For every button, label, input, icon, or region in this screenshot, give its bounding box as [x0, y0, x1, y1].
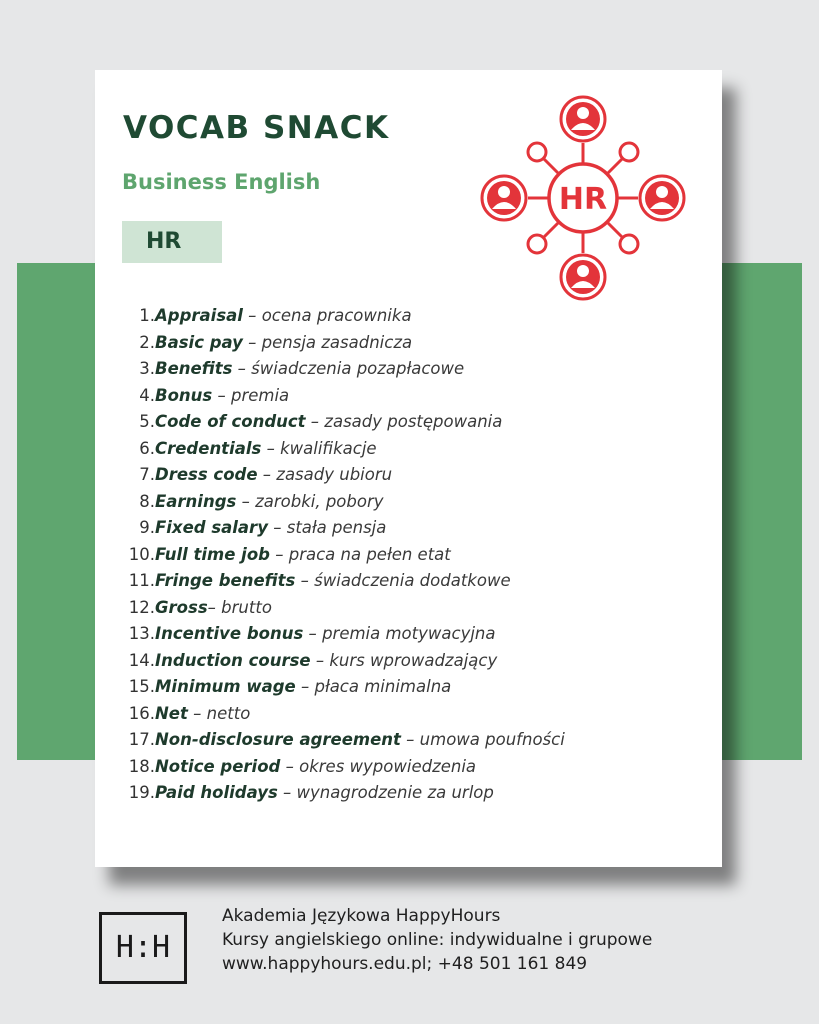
vocab-item: [125, 409, 705, 436]
vocab-number: 5.: [139, 412, 155, 431]
vocab-number: 3.: [139, 359, 155, 378]
vocab-separator: –: [295, 677, 315, 696]
vocab-term: Earnings: [155, 491, 237, 511]
vocab-term: Gross: [155, 597, 208, 617]
vocab-number: 2.: [139, 332, 155, 352]
vocab-item: [125, 515, 705, 542]
vocab-term: Bonus: [155, 385, 213, 405]
vocab-separator: –: [212, 385, 231, 405]
vocab-separator: –: [280, 756, 300, 776]
footer-website-phone[interactable]: www.happyhours.edu.pl; +48 501 161 849: [222, 954, 588, 974]
vocab-number: 15.: [128, 677, 155, 696]
vocab-item: [125, 648, 705, 675]
vocab-number: 4.: [139, 385, 155, 405]
vocab-term: Induction course: [155, 650, 311, 670]
vocab-term: Credentials: [155, 438, 262, 458]
vocab-number: 18.: [128, 756, 155, 776]
vocab-separator: –: [267, 518, 287, 537]
vocab-separator: –: [232, 359, 252, 378]
vocab-separator: –: [242, 306, 262, 325]
vocab-meaning: zasady ubioru: [276, 465, 393, 484]
vocab-meaning: premia motywacyjna: [322, 624, 496, 643]
vocab-number: 16.: [128, 703, 155, 723]
vocab-meaning: świadczenia pozapłacowe: [251, 359, 465, 378]
vocab-separator: –: [242, 332, 262, 352]
vocab-meaning: wynagrodzenie za urlop: [296, 783, 494, 802]
vocab-number: 14.: [128, 650, 155, 670]
vocab-separator: –: [303, 624, 323, 643]
happyhours-logo-icon: [99, 912, 187, 984]
vocab-meaning: świadczenia dodatkowe: [314, 571, 511, 590]
footer-contact: [222, 904, 652, 976]
vocab-term: Appraisal: [155, 306, 243, 325]
vocab-item: [125, 780, 705, 807]
logo-mark: H:H: [115, 930, 171, 965]
vocab-meaning: stała pensja: [286, 518, 387, 537]
vocab-meaning: zarobki, pobory: [255, 491, 384, 511]
vocab-list: [125, 303, 705, 807]
vocab-meaning: umowa poufności: [419, 730, 565, 749]
vocab-number: 9.: [139, 518, 155, 537]
vocab-number: 7.: [139, 465, 155, 484]
vocab-number: 1.: [139, 306, 155, 325]
vocab-item: [125, 330, 705, 357]
vocab-meaning: premia: [230, 385, 290, 405]
vocab-meaning: netto: [206, 703, 251, 723]
vocab-number: 11.: [128, 571, 155, 590]
vocab-item: [125, 489, 705, 516]
vocab-separator: –: [269, 544, 289, 564]
hr-icon-label: HR: [558, 182, 608, 217]
vocab-term: Paid holidays: [155, 783, 278, 802]
vocab-item: [125, 701, 705, 728]
vocab-separator: –: [207, 597, 222, 617]
vocab-item: [125, 754, 705, 781]
vocab-number: 12.: [128, 597, 155, 617]
vocab-meaning: płaca minimalna: [314, 677, 452, 696]
vocab-number: 13.: [128, 624, 155, 643]
vocab-meaning: kurs wprowadzający: [329, 650, 498, 670]
vocab-item: [125, 674, 705, 701]
vocab-term: Notice period: [155, 756, 281, 776]
vocab-item: [125, 568, 705, 595]
vocab-term: Dress code: [155, 465, 258, 484]
vocab-number: 10.: [128, 544, 155, 564]
vocab-meaning: kwalifikacje: [280, 438, 377, 458]
vocab-item: [125, 462, 705, 489]
vocab-meaning: okres wypowiedzenia: [299, 756, 477, 776]
vocab-term: Full time job: [155, 544, 270, 564]
vocab-item: [125, 621, 705, 648]
vocab-number: 17.: [128, 730, 155, 749]
hr-network-icon: [480, 95, 686, 301]
vocab-term: Minimum wage: [155, 677, 296, 696]
vocab-term: Benefits: [155, 359, 233, 378]
vocab-separator: –: [310, 650, 330, 670]
vocab-term: Code of conduct: [155, 412, 306, 431]
vocab-meaning: praca na pełen etat: [288, 544, 451, 564]
footer-courses: Kursy angielskiego online: indywidualne i grupowe: [222, 930, 653, 950]
vocab-item: [125, 542, 705, 569]
vocab-number: 8.: [139, 491, 155, 511]
vocab-item: [125, 436, 705, 463]
vocab-item: [125, 303, 705, 330]
vocab-term: Non-disclosure agreement: [155, 730, 401, 749]
vocab-item: [125, 383, 705, 410]
page-title: VOCAB SNACK: [123, 110, 390, 146]
vocab-item: [125, 595, 705, 622]
vocab-term: Incentive bonus: [155, 624, 304, 643]
vocab-separator: –: [295, 571, 315, 590]
vocab-separator: –: [261, 438, 281, 458]
footer-school-name: Akademia Językowa HappyHours: [222, 906, 501, 926]
vocab-separator: –: [257, 465, 277, 484]
page-subtitle: Business English: [122, 170, 321, 194]
vocab-number: 6.: [139, 438, 155, 458]
vocab-term: Fixed salary: [155, 518, 268, 537]
vocab-meaning: brutto: [221, 597, 272, 617]
vocab-term: Fringe benefits: [155, 571, 296, 590]
vocab-number: 19.: [128, 783, 155, 802]
vocab-card: [95, 70, 722, 867]
vocab-term: Net: [155, 703, 188, 723]
vocab-item: [125, 727, 705, 754]
vocab-separator: –: [400, 730, 420, 749]
vocab-separator: –: [305, 412, 325, 431]
vocab-meaning: zasady postępowania: [324, 412, 503, 431]
vocab-meaning: ocena pracownika: [261, 306, 412, 325]
vocab-separator: –: [277, 783, 297, 802]
vocab-item: [125, 356, 705, 383]
topic-tag: HR: [122, 221, 222, 263]
vocab-meaning: pensja zasadnicza: [261, 332, 413, 352]
vocab-separator: –: [236, 491, 256, 511]
vocab-term: Basic pay: [155, 332, 243, 352]
vocab-separator: –: [187, 703, 207, 723]
